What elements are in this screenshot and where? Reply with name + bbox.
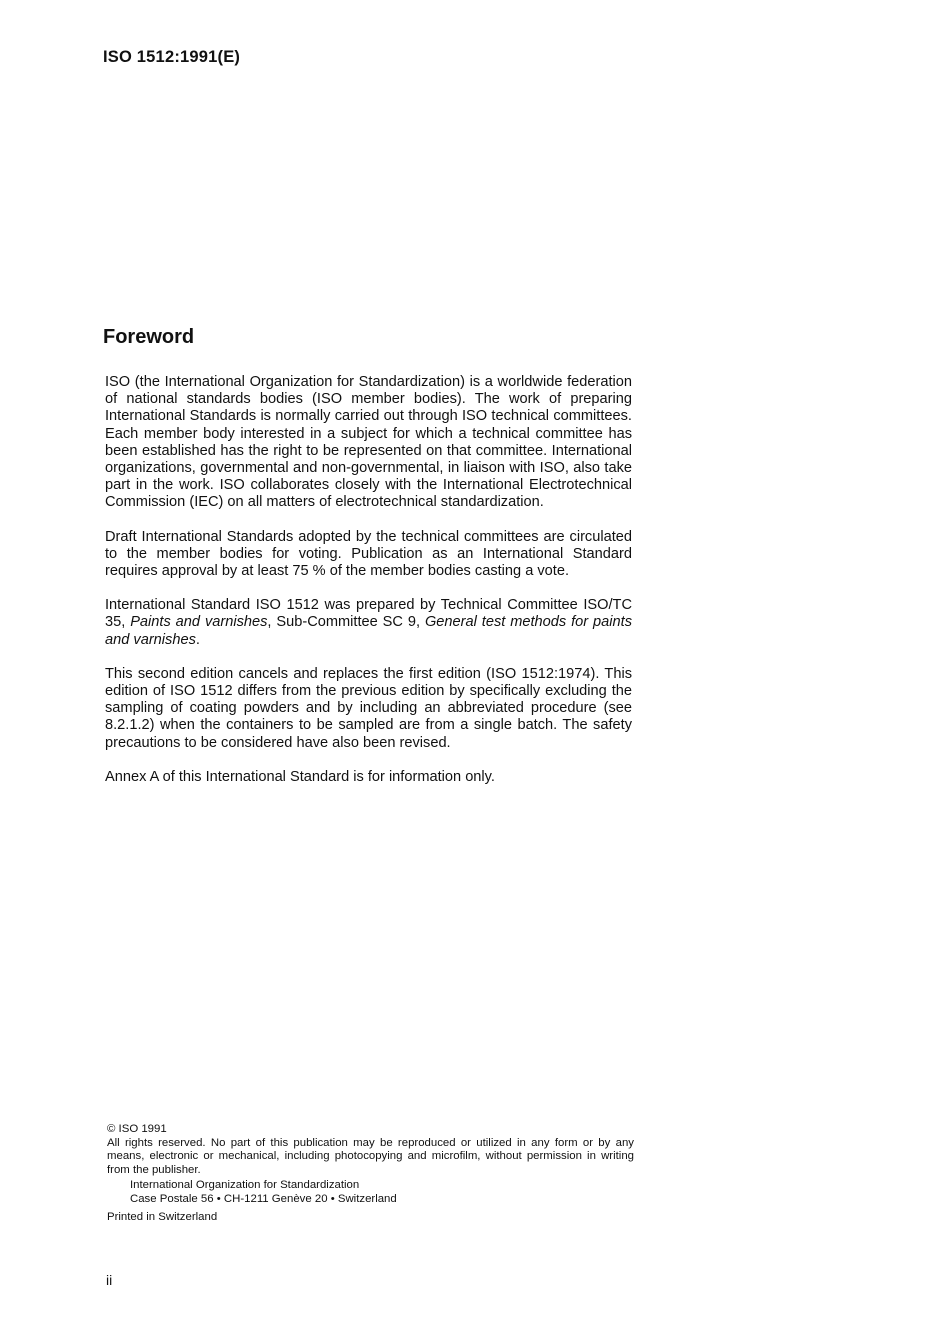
publisher-postal-address: Case Postale 56 • CH-1211 Genève 20 • Switzerland — [130, 1192, 397, 1205]
document-identifier: ISO 1512:1991(E) — [103, 48, 241, 66]
subcommittee-title: General test methods for paints and varnishes — [105, 614, 632, 648]
p3-suffix: . — [195, 631, 200, 648]
foreword-heading: Foreword — [103, 326, 195, 348]
publisher-address — [107, 1179, 634, 1206]
foreword-paragraph-2: Draft International Standards adopted by the technical committees are circulated to the member bodies for voting. Publication as an International Standard requires approval by at least 75 % of the member bodies casting a vote. — [105, 528, 632, 580]
foreword-paragraph-1: ISO (the International Organization for Standardization) is a worldwide federation of national standards bodies (ISO member bodies). The work of preparing International Standards is normally carried out through ISO technical committees. Each member body interested in a subject for which a technical committee has been established has the right to be represented on that committee. International organizations, governmental and non-governmental, in liaison with ISO, also take part in the work. ISO collaborates closely with the International Electrotechnical Commission (IEC) on all matters of electrotechnical standardization. — [105, 374, 632, 511]
foreword-body — [105, 374, 632, 803]
copyright-notice: © ISO 1991 — [107, 1123, 167, 1135]
foreword-paragraph-4: This second edition cancels and replaces the first edition (ISO 1512:1974). This edition of ISO 1512 differs from the previous edition by specifically excluding the sampling of coating powders and by including an abbreviated procedure (see 8.2.1.2) when the containers to be sampled are from a single batch. The safety precautions to be considered have also been revised. — [105, 665, 632, 751]
foreword-paragraph-5: Annex A of this International Standard is for information only. — [105, 768, 495, 785]
rights-statement: All rights reserved. No part of this publication may be reproduced or utilized in any form or by any means, electronic or mechanical, including photocopying and microfilm, without permission in writing from the publisher. — [107, 1136, 634, 1176]
publisher-name: International Organization for Standardization — [130, 1179, 360, 1192]
committee-title: Paints and varnishes — [130, 614, 268, 631]
p3-middle: , Sub-Committee SC 9, — [267, 614, 425, 631]
copyright-block — [107, 1123, 634, 1224]
foreword-paragraph-3 — [105, 597, 632, 649]
printed-location: Printed in Switzerland — [107, 1210, 218, 1223]
p3-prefix: International Standard ISO 1512 was prepared by Technical Committee ISO/TC 35, — [105, 597, 632, 631]
page-number: ii — [106, 1272, 113, 1288]
